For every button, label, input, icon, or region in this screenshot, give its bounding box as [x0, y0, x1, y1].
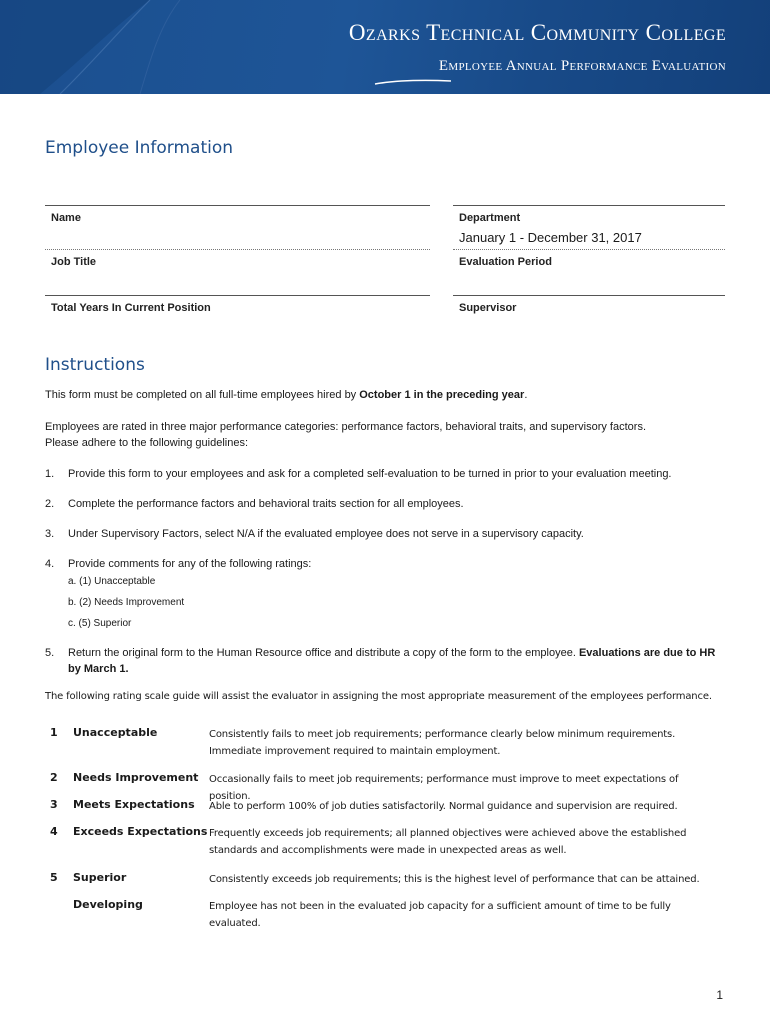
list-number: 5.	[45, 647, 55, 659]
list-text: Complete the performance factors and behavioral traits section for all employees.	[68, 498, 464, 510]
years-in-position-field[interactable]	[45, 295, 430, 325]
rating-description: Consistently exceeds job requirements; this is the highest level of performance that can be attained.	[209, 874, 700, 885]
categories-line-1: Employees are rated in three major performance categories: performance factors, behavioral traits, and supervisory factors.	[45, 421, 646, 433]
rating-description: Occasionally fails to meet job requirements; performance must improve to meet expectations of position.	[209, 774, 679, 802]
rating-number: 5	[50, 871, 58, 884]
job-title-field[interactable]	[45, 250, 430, 294]
rating-name: Meets Expectations	[73, 798, 195, 811]
rating-number: 3	[50, 798, 58, 811]
list-text: Provide comments for any of the following ratings:	[68, 558, 312, 570]
item5-text: Return the original form to the Human Resource office and distribute a copy of the form to the employee.	[68, 647, 579, 659]
item5-bold-text: Evaluations are due to HR by March 1.	[68, 647, 716, 675]
rating-description: Able to perform 100% of job duties satisfactorily. Normal guidance and supervision are required.	[209, 801, 678, 812]
department-field[interactable]	[453, 205, 725, 249]
list-text: Provide this form to your employees and ask for a completed self-evaluation to be turned in prior to your evaluation meeting.	[68, 468, 672, 480]
department-label: Department	[459, 212, 521, 224]
rating-number: 2	[50, 771, 58, 784]
sub-list-item: b. (2) Needs Improvement	[68, 597, 185, 608]
rating-name: Needs Improvement	[73, 771, 199, 784]
rating-name: Developing	[73, 898, 143, 911]
department-value: January 1 - December 31, 2017	[459, 230, 642, 245]
evaluation-period-label: Evaluation Period	[459, 256, 552, 268]
sub-list-item: a. (1) Unacceptable	[68, 576, 156, 587]
name-field[interactable]	[45, 205, 430, 249]
intro-suffix: .	[524, 389, 528, 401]
supervisor-label: Supervisor	[459, 302, 517, 314]
categories-paragraph	[45, 419, 646, 451]
employee-information-heading: Employee Information	[45, 138, 234, 158]
rating-name: Superior	[73, 871, 127, 884]
list-number: 2.	[45, 498, 55, 510]
page-number: 1	[716, 988, 723, 1002]
list-number: 4.	[45, 558, 55, 570]
rating-description: Consistently fails to meet job requirements; performance clearly below minimum requirements. Immediate improvement required to maintain employment.	[209, 729, 676, 757]
rating-name: Unacceptable	[73, 726, 158, 739]
supervisor-field[interactable]	[453, 295, 725, 325]
form-title: Employee Annual Performance Evaluation	[438, 58, 726, 74]
years-in-position-label: Total Years In Current Position	[51, 302, 211, 314]
rating-name: Exceeds Expectations	[73, 825, 208, 838]
intro-text: This form must be completed on all full-time employees hired by	[45, 389, 360, 401]
list-number: 3.	[45, 528, 55, 540]
rating-description: Employee has not been in the evaluated job capacity for a sufficient amount of time to be fully evaluated.	[209, 901, 671, 929]
job-title-label: Job Title	[51, 256, 97, 268]
rating-guide-intro: The following rating scale guide will assist the evaluator in assigning the most appropriate measurement of the employees performance.	[45, 691, 712, 702]
intro-bold-text: October 1 in the preceding year	[359, 389, 525, 401]
sub-list-item: c. (5) Superior	[68, 618, 132, 629]
title-underline-graphic	[373, 78, 453, 86]
rating-description: Frequently exceeds job requirements; all planned objectives were achieved above the established standards and accomplishments were made in unexpected areas as well.	[209, 828, 687, 856]
rating-number: 4	[50, 825, 58, 838]
instructions-heading: Instructions	[45, 355, 145, 375]
instructions-intro	[45, 387, 527, 403]
list-text	[68, 645, 718, 677]
name-label: Name	[51, 212, 81, 224]
categories-line-2: Please adhere to the following guidelines:	[45, 437, 249, 449]
header-banner	[0, 0, 770, 94]
college-name: Ozarks Technical Community College	[348, 20, 726, 45]
list-number: 1.	[45, 468, 55, 480]
rating-number: 1	[50, 726, 58, 739]
list-text: Under Supervisory Factors, select N/A if the evaluated employee does not serve in a supervisory capacity.	[68, 528, 584, 540]
evaluation-period-field[interactable]	[453, 250, 725, 294]
